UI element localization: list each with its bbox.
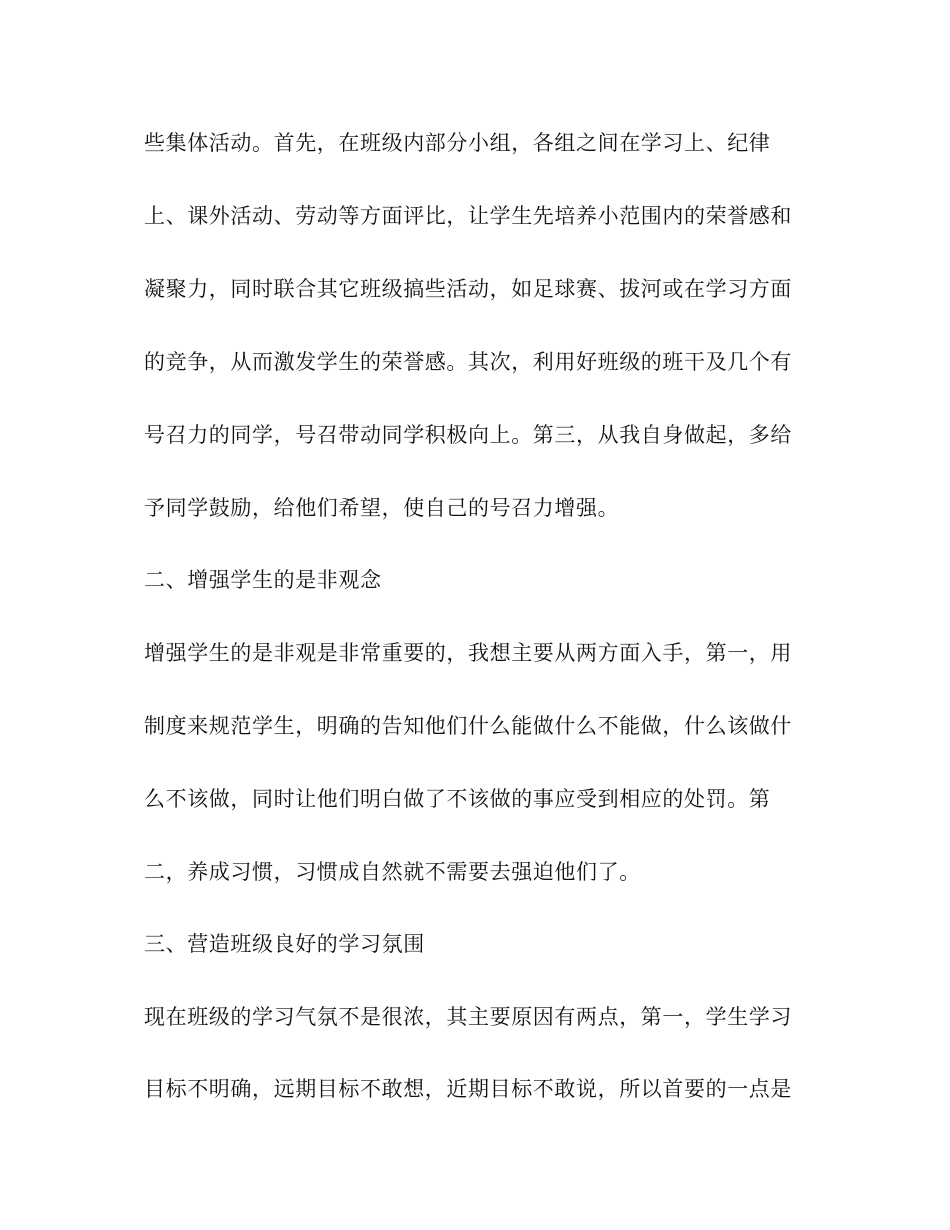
paragraph-line: 目标不明确，远期目标不敢想，近期目标不敢说，所以首要的一点是 <box>144 1077 792 1101</box>
paragraph-line: 增强学生的是非观是非常重要的，我想主要从两方面入手，第一，用 <box>144 641 792 665</box>
paragraph-line: 凝聚力，同时联合其它班级搞些活动，如足球赛、拔河或在学习方面 <box>144 277 792 301</box>
paragraph-line: 号召力的同学，号召带动同学积极向上。第三，从我自身做起，多给 <box>144 423 792 447</box>
section-heading: 二、增强学生的是非观念 <box>144 568 382 592</box>
paragraph-line: 么不该做，同时让他们明白做了不该做的事应受到相应的处罚。第 <box>144 787 771 811</box>
paragraph-line: 制度来规范学生，明确的告知他们什么能做什么不能做，什么该做什 <box>144 714 792 738</box>
paragraph-line: 些集体活动。首先，在班级内部分小组，各组之间在学习上、纪律 <box>144 131 771 155</box>
paragraph-line: 上、课外活动、劳动等方面评比，让学生先培养小范围内的荣誉感和 <box>144 204 792 228</box>
paragraph-line: 予同学鼓励，给他们希望，使自己的号召力增强。 <box>144 496 620 520</box>
paragraph-line: 二，养成习惯，习惯成自然就不需要去强迫他们了。 <box>144 860 641 884</box>
section-heading: 三、营造班级良好的学习氛围 <box>144 932 425 956</box>
paragraph-line: 现在班级的学习气氛不是很浓，其主要原因有两点，第一，学生学习 <box>144 1005 792 1029</box>
paragraph-line: 的竞争，从而激发学生的荣誉感。其次，利用好班级的班干及几个有 <box>144 350 792 374</box>
